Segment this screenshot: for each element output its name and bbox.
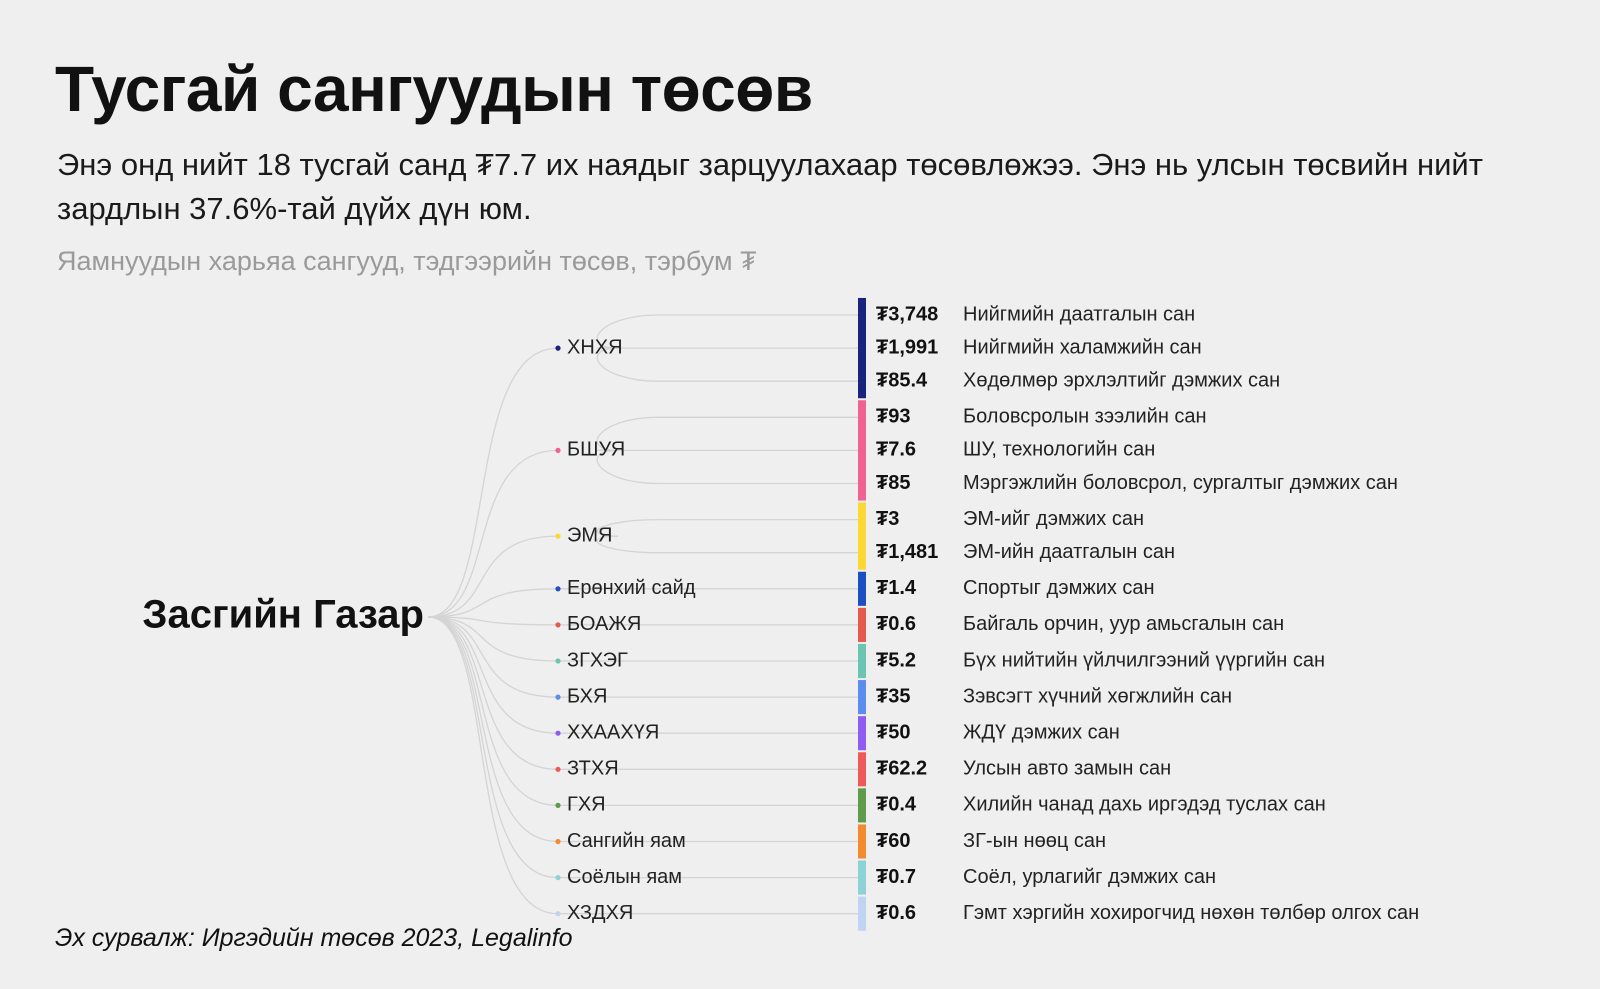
link-root-ministry-9 (428, 617, 558, 805)
fund-name-label: Соёл, урлагийг дэмжих сан (963, 865, 1217, 888)
source-note: Эх сурвалж: Иргэдийн төсөв 2023, Legalinfo (55, 924, 573, 952)
fund-value-label: ₮93 (876, 405, 911, 428)
fund-value-label: ₮1,481 (876, 540, 939, 563)
fund-value-label: ₮0.6 (876, 901, 917, 924)
ministry-5-dot (555, 658, 560, 663)
root-node-label: Засгийн Газар (142, 592, 424, 637)
fund-name-label: ЭМ-ийг дэмжих сан (963, 507, 1145, 530)
link-ministry-2-fund-1 (597, 536, 858, 553)
link-root-ministry-7 (428, 617, 558, 733)
ministry-3-dot (555, 586, 560, 591)
fund-value-label: ₮3 (876, 507, 900, 530)
fund-name-label: ЭМ-ийн даатгалын сан (963, 540, 1176, 563)
fund-value-label: ₮5.2 (876, 649, 917, 672)
ministry-0-label: ХНХЯ (567, 336, 623, 359)
link-root-ministry-12 (428, 617, 558, 914)
fund-value-label: ₮1.4 (876, 577, 917, 600)
fund-value-label: ₮85.4 (876, 369, 928, 392)
fund-name-label: Нийгмийн даатгалын сан (963, 303, 1196, 326)
ministry-2-dot (555, 534, 560, 539)
link-root-ministry-11 (428, 617, 558, 878)
link-root-ministry-2 (428, 536, 558, 617)
tree-links (428, 315, 858, 914)
fund-value-label: ₮62.2 (876, 757, 928, 780)
ministry-5-color-bar (858, 644, 866, 678)
ministry-9-label: ГХЯ (567, 793, 606, 816)
fund-value-label: ₮7.6 (876, 438, 917, 461)
ministry-9-dot (555, 803, 560, 808)
fund-name-label: Гэмт хэргийн хохирогчид нөхөн төлбөр олгох сан (963, 901, 1420, 924)
tree-nodes (142, 298, 1419, 931)
fund-name-label: Нийгмийн халамжийн сан (963, 336, 1202, 359)
ministry-8-color-bar (858, 752, 866, 786)
ministry-1-dot (555, 448, 560, 453)
ministry-11-label: Соёлын яам (567, 865, 683, 888)
ministry-8-dot (555, 767, 560, 772)
link-root-ministry-3 (428, 589, 558, 617)
ministry-6-label: БХЯ (567, 685, 608, 708)
ministry-12-dot (555, 911, 560, 916)
ministry-7-color-bar (858, 716, 866, 750)
fund-name-label: Хөдөлмөр эрхлэлтийг дэмжих сан (963, 369, 1281, 392)
fund-name-label: Бүх нийтийн үйлчилгээний үүргийн сан (963, 649, 1326, 672)
link-root-ministry-6 (428, 617, 558, 697)
ministry-12-label: ХЗДХЯ (567, 901, 634, 924)
fund-value-label: ₮50 (876, 721, 911, 744)
fund-name-label: Байгаль орчин, уур амьсгалын сан (963, 613, 1285, 636)
fund-name-label: Спортыг дэмжих сан (963, 577, 1155, 600)
ministry-6-color-bar (858, 680, 866, 714)
ministry-11-dot (555, 875, 560, 880)
fund-name-label: Хилийн чанад дахь иргэдэд туслах сан (963, 793, 1326, 816)
ministry-9-color-bar (858, 788, 866, 822)
link-ministry-1-fund-2 (597, 450, 858, 483)
ministry-10-label: Сангийн яам (567, 829, 686, 852)
ministry-12-color-bar (858, 897, 866, 931)
ministry-4-color-bar (858, 608, 866, 642)
ministry-11-color-bar (858, 861, 866, 895)
fund-name-label: Боловсролын зээлийн сан (963, 405, 1207, 428)
fund-name-label: ЖДҮ дэмжих сан (963, 721, 1120, 744)
ministry-0-dot (555, 346, 560, 351)
ministry-2-color-bar (858, 503, 866, 570)
ministry-1-label: БШУЯ (567, 438, 626, 461)
fund-name-label: ШУ, технологийн сан (963, 438, 1156, 461)
link-root-ministry-8 (428, 617, 558, 769)
fund-value-label: ₮35 (876, 685, 911, 708)
ministry-10-color-bar (858, 824, 866, 858)
fund-value-label: ₮1,991 (876, 336, 939, 359)
link-ministry-2-fund-0 (597, 520, 858, 537)
fund-value-label: ₮0.4 (876, 793, 917, 816)
link-ministry-0-fund-0 (597, 315, 858, 348)
link-ministry-1-fund-0 (597, 417, 858, 450)
fund-value-label: ₮85 (876, 471, 911, 494)
ministry-1-color-bar (858, 400, 866, 500)
fund-name-label: Мэргэжлийн боловсрол, сургалтыг дэмжих сан (963, 471, 1398, 494)
ministry-10-dot (555, 839, 560, 844)
fund-value-label: ₮0.6 (876, 613, 917, 636)
fund-value-label: ₮0.7 (876, 865, 917, 888)
ministry-8-label: ЗТХЯ (567, 757, 619, 780)
ministry-6-dot (555, 695, 560, 700)
link-root-ministry-10 (428, 617, 558, 842)
ministry-7-label: ХХААХҮЯ (567, 721, 660, 744)
ministry-0-color-bar (858, 298, 866, 398)
ministry-3-label: Ерөнхий сайд (567, 577, 696, 600)
fund-name-label: ЗГ-ын нөөц сан (963, 829, 1107, 852)
link-root-ministry-1 (428, 450, 558, 617)
ministry-7-dot (555, 731, 560, 736)
chart-label: Яамнуудын харьяа сангууд, тэдгээрийн төсөв, тэрбум ₮ (57, 246, 757, 276)
ministry-3-color-bar (858, 572, 866, 606)
link-ministry-0-fund-2 (597, 348, 858, 381)
fund-value-label: ₮3,748 (876, 303, 939, 326)
ministry-4-dot (555, 622, 560, 627)
ministry-5-label: ЗГХЭГ (567, 649, 628, 672)
fund-name-label: Улсын авто замын сан (963, 757, 1172, 780)
page-subtitle: Энэ онд нийт 18 тусгай санд ₮7.7 их наядыг зарцуулахаар төсөвлөжээ. Энэ нь улсын төсвийн нийт зардлын 37.6%-тай дүйх дүн юм. (57, 147, 1483, 226)
fund-name-label: Зэвсэгт хүчний хөгжлийн сан (963, 685, 1233, 708)
fund-value-label: ₮60 (876, 829, 911, 852)
ministry-2-label: ЭМЯ (567, 524, 613, 547)
page-title: Тусгай сангуудын төсөв (55, 53, 813, 125)
link-root-ministry-0 (428, 348, 558, 617)
ministry-4-label: БОАЖЯ (567, 613, 642, 636)
